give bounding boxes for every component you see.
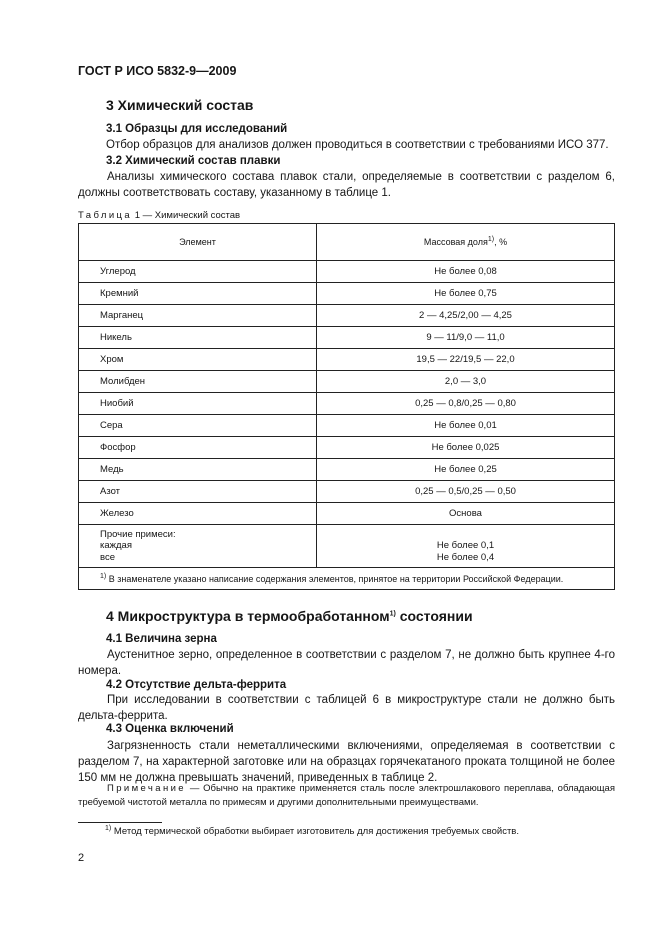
section-4-title-text: 4 Микроструктура в термообработанном: [106, 608, 390, 624]
row-element: Хром: [79, 349, 317, 371]
section-4-2-text: При исследовании в соответствии с таблицей 6 в микроструктуре стали не должно быть дельта-феррита.: [78, 694, 615, 722]
chemical-composition-table: [78, 223, 615, 590]
section-4-title: [106, 608, 473, 624]
impurities-each-value: Не более 0,1: [436, 540, 495, 552]
section-3-title: 3 Химический состав: [106, 97, 254, 113]
note: [78, 782, 615, 810]
impurities-total-label: все: [100, 551, 115, 563]
page-footnote-text: Метод термической обработки выбирает изготовитель для достижения требуемых свойств.: [111, 826, 519, 837]
row-value: 2,0 — 3,0: [317, 371, 615, 393]
table-caption: [78, 210, 240, 221]
section-3-2-title: 3.2 Химический состав плавки: [106, 155, 281, 167]
row-element: Молибден: [79, 371, 317, 393]
row-value: Основа: [317, 503, 615, 525]
note-text: — Обычно на практике применяется сталь после электрошлакового переплава, обладающая требуемой чистотой металла по примесям и другими дополнительными преимуществами.: [78, 783, 615, 808]
table-row: [79, 415, 615, 437]
row-value: Не более 0,75: [317, 283, 615, 305]
section-4-title-sup: 1): [389, 610, 396, 618]
table-row: [79, 283, 615, 305]
section-4-1-title: 4.1 Величина зерна: [106, 633, 217, 645]
table-row: [79, 481, 615, 503]
row-element: Никель: [79, 327, 317, 349]
row-value: Не более 0,025: [317, 437, 615, 459]
row-value: Не более 0,25: [317, 459, 615, 481]
header-mass-fraction-sup: 1): [487, 236, 495, 243]
page-number: 2: [78, 852, 85, 864]
table-row: [79, 371, 615, 393]
table-row: [79, 327, 615, 349]
row-value: Не более 0,08: [317, 261, 615, 283]
row-value: 9 — 11/9,0 — 11,0: [317, 327, 615, 349]
table-row-impurities: [79, 525, 615, 568]
table-row: [79, 305, 615, 327]
note-label: Примечание: [107, 783, 186, 794]
section-4-1-text: Аустенитное зерно, определенное в соответствии с разделом 7, не должно быть крупнее 4-го номера.: [78, 649, 615, 677]
section-3-2-text: Анализы химического состава плавок стали, определяемые в соответствии с разделом 6, должны соответствовать составу, указанному в таблице 1.: [78, 171, 615, 199]
header-mass-fraction-label: Массовая доля: [423, 237, 488, 247]
table-row: [79, 503, 615, 525]
row-element: Фосфор: [79, 437, 317, 459]
section-3-1-title: 3.1 Образцы для исследований: [106, 123, 288, 135]
row-element: Сера: [79, 415, 317, 437]
table-row: [79, 393, 615, 415]
footnote-divider: [78, 822, 162, 823]
row-element: Марганец: [79, 305, 317, 327]
table-footnote: [79, 568, 615, 590]
impurities-labels: [79, 525, 317, 568]
impurities-label: Прочие примеси:: [100, 528, 176, 540]
row-value: 19,5 — 22/19,5 — 22,0: [317, 349, 615, 371]
row-value: 0,25 — 0,8/0,25 — 0,80: [317, 393, 615, 415]
page-footnote: [105, 826, 519, 837]
table-row: [79, 261, 615, 283]
document-code: ГОСТ Р ИСО 5832-9—2009: [78, 64, 237, 78]
table-caption-title: 1 — Химический состав: [134, 210, 241, 221]
section-4-2-title: 4.2 Отсутствие дельта-феррита: [106, 679, 287, 691]
table-caption-label: Таблица: [78, 210, 133, 221]
row-value: 2 — 4,25/2,00 — 4,25: [317, 305, 615, 327]
section-4-3-text: Загрязненность стали неметаллическими включениями, определяемая в соответствии с разделом 7, на характерной заготовке или на образцах горячекатаного проката толщиной не более 150 мм не должна превышать значений, приведенных в таблице 2.: [78, 740, 615, 784]
row-element: Ниобий: [79, 393, 317, 415]
table-footnote-sup: 1): [100, 572, 107, 580]
row-value: Не более 0,01: [317, 415, 615, 437]
row-element: Кремний: [79, 283, 317, 305]
row-element: Углерод: [79, 261, 317, 283]
section-3-1-text: Отбор образцов для анализов должен проводиться в соответствии с требованиями ИСО 377.: [106, 139, 609, 151]
table-header-row: [79, 224, 615, 261]
impurities-total-value: Не более 0,4: [436, 551, 495, 563]
table-row: [79, 459, 615, 481]
impurities-values: [317, 525, 615, 568]
row-element: Азот: [79, 481, 317, 503]
section-4-3-title: 4.3 Оценка включений: [106, 723, 234, 735]
table-row: [79, 349, 615, 371]
header-mass-fraction: [317, 224, 615, 261]
header-mass-fraction-unit: , %: [494, 237, 508, 247]
row-element: Медь: [79, 459, 317, 481]
header-element: Элемент: [79, 224, 317, 261]
page-footnote-sup: 1): [105, 824, 112, 832]
table-row: [79, 437, 615, 459]
table-footnote-text: В знаменателе указано написание содержания элементов, принятое на территории Российской Федерации.: [108, 573, 564, 584]
impurities-each-label: каждая: [100, 540, 132, 552]
section-4-title-end: состоянии: [395, 608, 473, 624]
row-element: Железо: [79, 503, 317, 525]
row-value: 0,25 — 0,5/0,25 — 0,50: [317, 481, 615, 503]
table-footnote-row: [79, 568, 615, 590]
